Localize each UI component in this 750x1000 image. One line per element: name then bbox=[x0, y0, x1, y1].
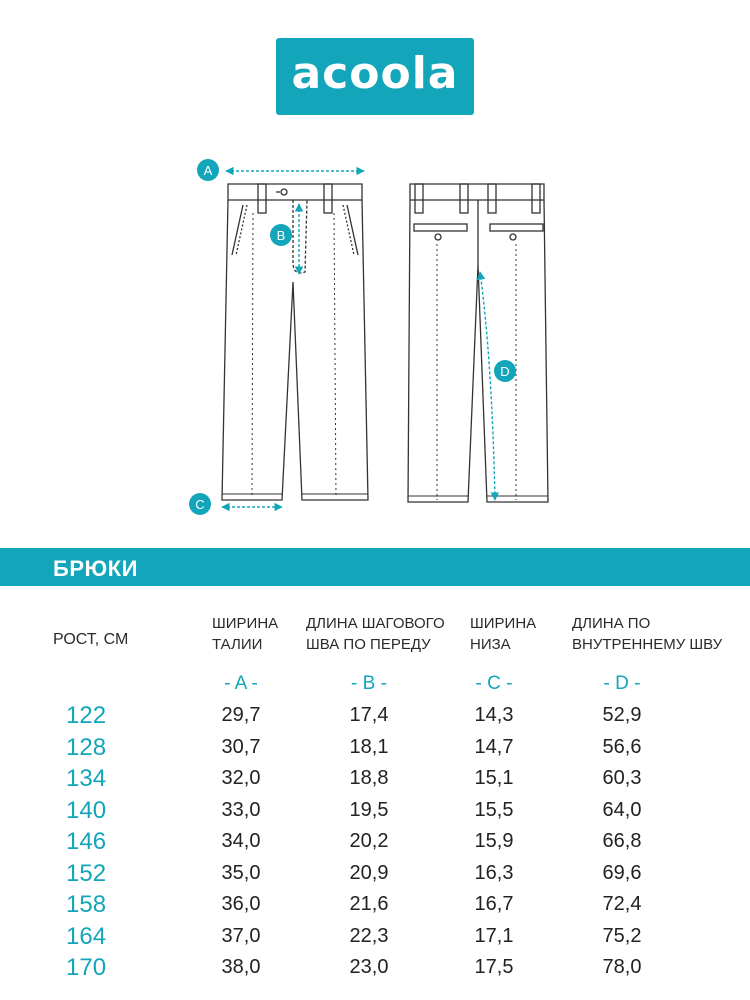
measurement-cell-d: 64,0 bbox=[602, 798, 642, 821]
measurement-cell-c: 17,5 bbox=[474, 956, 514, 978]
measurement-cell-c: 15,1 bbox=[474, 767, 514, 789]
column-header-a bbox=[212, 613, 278, 655]
table-row bbox=[0, 858, 750, 889]
measurement-cell-c: 17,1 bbox=[474, 924, 514, 947]
measurement-cell-a: 37,0 bbox=[221, 924, 261, 947]
svg-text:D: D bbox=[500, 364, 510, 379]
measurement-cell-a: 33,0 bbox=[221, 798, 261, 821]
measurement-cell-d: 78,0 bbox=[602, 956, 642, 978]
table-row bbox=[0, 889, 750, 920]
measurement-cell-b: 18,1 bbox=[349, 735, 389, 758]
column-letter-b: - B - bbox=[351, 673, 387, 694]
height-cell: 152 bbox=[66, 859, 107, 887]
table-row bbox=[0, 795, 750, 826]
measurement-cell-b: 22,3 bbox=[349, 924, 389, 947]
table-row bbox=[0, 732, 750, 763]
column-header-c-line1: ШИРИНА bbox=[470, 615, 537, 632]
measurement-cell-d: 56,6 bbox=[602, 735, 642, 758]
column-header-c bbox=[470, 613, 536, 655]
column-header-d-line2: ВНУТРЕННЕМУ ШВУ bbox=[572, 636, 723, 653]
column-header-d bbox=[572, 613, 722, 655]
column-letter-a: - A - bbox=[224, 673, 258, 694]
measurement-cell-a: 29,7 bbox=[221, 704, 261, 726]
height-cell: 122 bbox=[66, 702, 107, 729]
svg-text:B: B bbox=[276, 228, 286, 243]
measurement-cell-a: 35,0 bbox=[221, 861, 261, 884]
measurement-cell-a: 38,0 bbox=[221, 956, 261, 978]
measurement-cell-c: 15,5 bbox=[474, 798, 514, 821]
table-row bbox=[0, 700, 750, 731]
measurement-cell-c: 16,7 bbox=[474, 893, 514, 915]
measurement-cell-b: 17,4 bbox=[349, 704, 389, 726]
measurement-cell-c: 14,7 bbox=[474, 735, 514, 758]
table-row bbox=[0, 763, 750, 794]
measurement-cell-d: 66,8 bbox=[602, 830, 642, 852]
svg-text:C: C bbox=[195, 497, 205, 512]
brand-logo-text: acoola bbox=[291, 48, 459, 99]
measurement-cell-d: 69,6 bbox=[602, 861, 642, 884]
section-header-band bbox=[0, 548, 750, 586]
height-cell: 140 bbox=[66, 796, 107, 824]
marker-b bbox=[270, 224, 292, 246]
measurement-cell-d: 60,3 bbox=[602, 767, 642, 789]
table-row bbox=[0, 952, 750, 983]
front-view-drawing bbox=[222, 184, 368, 500]
measurement-cell-b: 20,2 bbox=[349, 830, 389, 852]
height-cell: 146 bbox=[66, 828, 107, 855]
column-header-a-line1: ШИРИНА bbox=[212, 615, 279, 632]
column-header-b-line2: ШВА ПО ПЕРЕДУ bbox=[306, 636, 431, 653]
height-column-header: РОСТ, СМ bbox=[53, 631, 129, 648]
height-cell: 164 bbox=[66, 922, 107, 950]
measurement-cell-b: 21,6 bbox=[349, 893, 389, 915]
measurement-cell-b: 18,8 bbox=[349, 767, 389, 789]
column-letter-d: - D - bbox=[603, 673, 641, 694]
column-header-c-line2: НИЗА bbox=[470, 636, 511, 653]
column-letter-c: - C - bbox=[475, 673, 513, 694]
table-row bbox=[0, 826, 750, 857]
measurement-cell-d: 52,9 bbox=[602, 704, 642, 726]
measurement-cell-a: 36,0 bbox=[221, 893, 261, 915]
column-header-d-line1: ДЛИНА ПО bbox=[572, 615, 651, 632]
section-title: БРЮКИ bbox=[53, 556, 138, 581]
height-cell: 128 bbox=[66, 733, 107, 761]
table-row bbox=[0, 921, 750, 952]
marker-d bbox=[494, 360, 516, 382]
measurement-cell-b: 19,5 bbox=[349, 798, 389, 821]
svg-text:A: A bbox=[203, 163, 213, 178]
measurement-cell-d: 75,2 bbox=[602, 924, 642, 947]
column-header-b bbox=[306, 613, 445, 655]
measurement-cell-c: 15,9 bbox=[474, 830, 514, 852]
measurement-cell-d: 72,4 bbox=[602, 893, 642, 915]
measurement-cell-a: 30,7 bbox=[221, 735, 261, 758]
marker-a bbox=[197, 159, 219, 181]
measurement-cell-b: 20,9 bbox=[349, 861, 389, 884]
marker-c bbox=[189, 493, 211, 515]
height-cell: 170 bbox=[66, 954, 107, 981]
measurement-cell-a: 34,0 bbox=[221, 830, 261, 852]
measurement-cell-c: 16,3 bbox=[474, 861, 514, 884]
measurement-cell-a: 32,0 bbox=[221, 767, 261, 789]
height-cell: 134 bbox=[66, 765, 107, 792]
column-header-a-line2: ТАЛИИ bbox=[212, 636, 263, 653]
height-cell: 158 bbox=[66, 891, 107, 918]
measurement-cell-c: 14,3 bbox=[474, 704, 514, 726]
measurement-cell-b: 23,0 bbox=[349, 956, 389, 978]
back-view-drawing bbox=[408, 184, 548, 502]
column-header-b-line1: ДЛИНА ШАГОВОГО bbox=[306, 615, 445, 632]
